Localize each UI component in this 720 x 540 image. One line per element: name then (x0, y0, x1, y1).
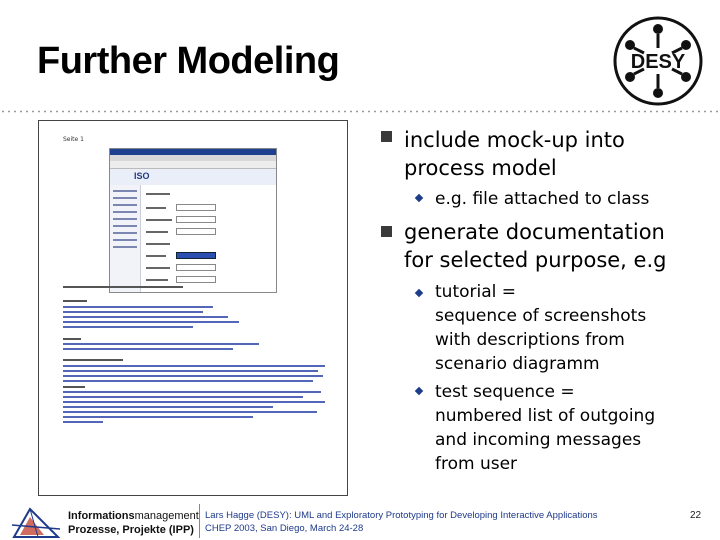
doc-link-line (63, 343, 259, 345)
bullet-2-line-2: for selected purpose, e.g (404, 248, 667, 272)
app-sidebar (110, 185, 141, 293)
doc-link-line (63, 348, 233, 350)
form-label (146, 255, 166, 257)
form-field (176, 276, 216, 283)
bullet-2-sub-1-line-1: tutorial = (435, 282, 517, 302)
doc-text-line (63, 338, 81, 340)
bullet-2-sub-1-line-3: with descriptions from (435, 330, 625, 350)
bullet-2-sub-2-line-3: and incoming messages (435, 430, 642, 450)
bullet-2-sub-2-line-2: numbered list of outgoing (435, 406, 656, 426)
footer-divider (199, 504, 200, 538)
doc-link-line (63, 406, 273, 408)
footer-org-line-1-bold: Informations (68, 510, 135, 522)
doc-link-line (63, 411, 317, 413)
title-divider (0, 110, 720, 113)
doc-text-line (63, 300, 87, 302)
bullet-1-line-1: include mock-up into (404, 128, 625, 152)
footer-citation-line-2: CHEP 2003, San Diego, March 24-28 (205, 523, 364, 534)
footer-org-line-1-plain: management (134, 510, 199, 522)
form-label (146, 207, 166, 209)
doc-text-line (63, 386, 85, 388)
bullet-square (381, 131, 392, 142)
bullet-square (381, 226, 392, 237)
bullet-diamond (415, 289, 423, 297)
footer-org-line-2: Prozesse, Projekte (IPP) (68, 524, 194, 536)
doc-link-line (63, 306, 213, 308)
page-number: 22 (690, 510, 702, 521)
desy-logo (612, 15, 704, 107)
bullet-2-sub-2-line-1: test sequence = (435, 382, 575, 402)
document-header: Seite 1 (63, 136, 84, 143)
doc-link-line (63, 365, 325, 367)
doc-link-line (63, 380, 313, 382)
doc-link-line (63, 391, 321, 393)
doc-link-line (63, 421, 103, 423)
footer-org-line-1 (68, 510, 199, 522)
footer-citation-line-1: Lars Hagge (DESY): UML and Exploratory Prototyping for Developing Interactive Applications (205, 510, 598, 521)
doc-text-line (63, 286, 183, 288)
bullet-1-line-2: process model (404, 156, 557, 180)
doc-link-line (63, 401, 325, 403)
bullet-diamond (415, 194, 423, 202)
bullet-2-sub-2-line-4: from user (435, 454, 518, 474)
slide-title: Further Modeling (37, 40, 340, 82)
doc-link-line (63, 326, 193, 328)
form-field (176, 228, 216, 235)
logo-text: DESY (630, 51, 686, 73)
form-field-selected (176, 252, 216, 259)
doc-link-line (63, 370, 318, 372)
window-toolbar (110, 161, 276, 169)
ipp-logo-icon (10, 505, 62, 539)
form-label (146, 193, 170, 195)
bullet-2-sub-1-line-4: scenario diagramm (435, 354, 600, 374)
bullet-2-sub-1-line-2: sequence of screenshots (435, 306, 647, 326)
form-label (146, 279, 168, 281)
form-label (146, 231, 168, 233)
doc-link-line (63, 311, 203, 313)
doc-text-line (63, 359, 123, 361)
bullet-1-sub-1-line-1: e.g. file attached to class (435, 189, 650, 209)
doc-link-line (63, 316, 228, 318)
bullet-2-line-1: generate documentation (404, 220, 665, 244)
doc-link-line (63, 396, 303, 398)
doc-link-line (63, 375, 323, 377)
application-screenshot (109, 148, 277, 293)
document-thumbnail (38, 120, 348, 496)
form-field (176, 204, 216, 211)
doc-link-line (63, 321, 239, 323)
app-banner: ISO (110, 169, 276, 185)
form-label (146, 243, 170, 245)
form-field (176, 216, 216, 223)
form-field (176, 264, 216, 271)
bullet-diamond (415, 387, 423, 395)
form-label (146, 219, 172, 221)
doc-link-line (63, 416, 253, 418)
form-label (146, 267, 170, 269)
